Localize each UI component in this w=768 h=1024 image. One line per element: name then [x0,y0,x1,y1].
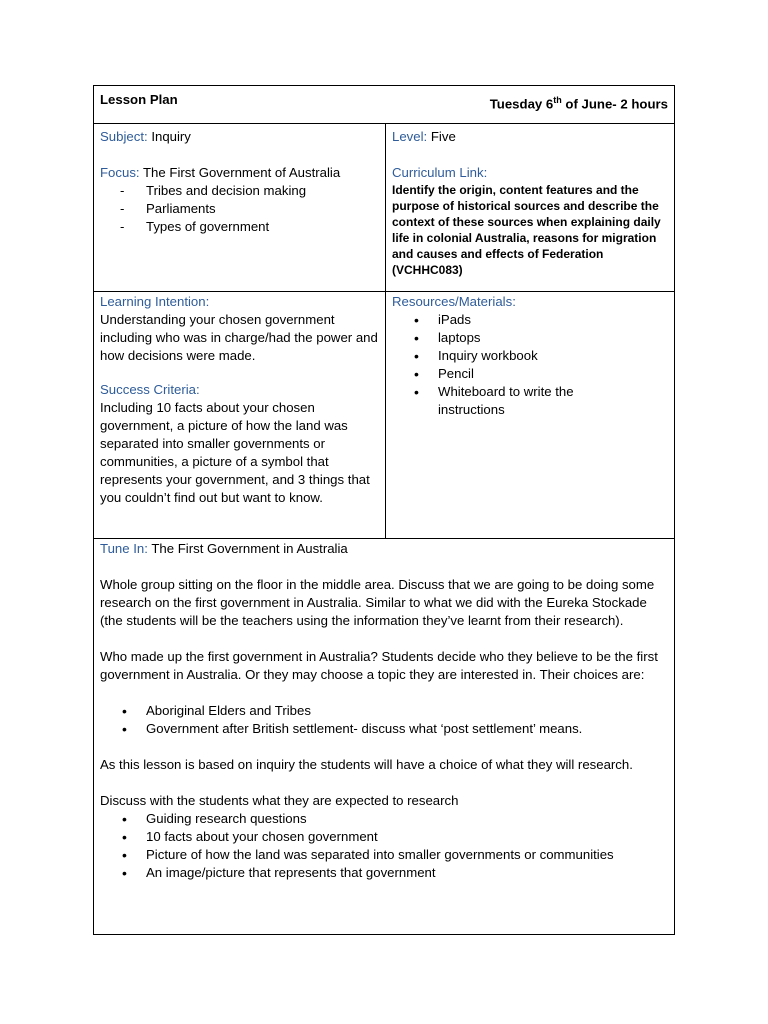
level-value: Five [427,129,456,144]
list-item: • iPads [392,311,668,329]
date-sup: th [553,95,562,105]
focus-value: The First Government of Australia [139,165,341,180]
title-text: Lesson Plan [100,92,178,107]
research-list [100,810,668,882]
focus-list [100,182,379,236]
resources-list [392,311,668,419]
choices-list [100,702,668,738]
list-item: • Inquiry workbook [392,347,668,365]
date-suffix: of June- 2 hours [561,96,668,112]
lesson-plan-table [93,85,675,935]
resources-label: Resources/Materials: [392,294,516,309]
learning-cell [94,292,385,538]
tune-in-para-2: Who made up the first government in Australia? Students decide who they believe to be the first government in Australia. Or they may choose a topic they are interested in. Their choices are: [100,649,658,682]
tune-in-label: Tune In: [100,541,148,556]
subject-value: Inquiry [147,129,191,144]
list-item: - Types of government [100,218,379,236]
level-label: Level: [392,129,428,144]
curriculum-label: Curriculum Link: [392,165,488,180]
learning-row [94,292,674,539]
list-item: • Whiteboard to write the instructions [392,383,668,419]
list-item: - Parliaments [100,200,379,218]
list-item: • Government after British settlement- discuss what ‘post settlement’ means. [100,720,668,738]
tune-in-para-4: Discuss with the students what they are expected to research [100,793,459,808]
learning-intention-text: Understanding your chosen government including who was in charge/had the power and how decisions were made. [100,312,378,363]
curriculum-text: Identify the origin, content features and the purpose of historical sources and describe the context of these sources when explaining daily life in colonial Australia, reasons for migration and causes and effects of Federation (VCHHC083) [392,183,661,277]
subject-label: Subject: [100,129,148,144]
tune-in-value: The First Government in Australia [147,541,348,556]
subject-cell [94,124,385,291]
list-item: • laptops [392,329,668,347]
list-item: • Guiding research questions [100,810,668,828]
list-item: • An image/picture that represents that government [100,864,668,882]
date-prefix: Tuesday 6 [489,96,554,112]
list-item: • Aboriginal Elders and Tribes [100,702,668,720]
learning-intention-label: Learning Intention: [100,294,210,309]
focus-label: Focus: [100,165,140,180]
tune-in-para-1: Whole group sitting on the floor in the middle area. Discuss that we are going to be doing some research on the first government in Australia. Similar to what we did with the Eureka Stockade (the students will be the teachers using the information they’ve learnt from their research). [100,577,655,628]
header-row [94,86,674,124]
resources-cell [386,292,674,538]
tune-in-para-3: As this lesson is based on inquiry the students will have a choice of what they will research. [100,757,633,772]
list-item: • Picture of how the land was separated into smaller governments or communities [100,846,668,864]
level-cell [386,124,674,291]
success-criteria-text: Including 10 facts about your chosen government, a picture of how the land was separated into smaller governments or communities, a picture of a symbol that represents your government, and 3 things that you couldn’t find out but want to know. [100,400,370,505]
list-item: • 10 facts about your chosen government [100,828,668,846]
lesson-plan-title [94,86,394,123]
lesson-date [374,86,674,123]
tune-in-row [94,539,674,934]
subject-row [94,124,674,292]
tune-in-cell [94,539,674,934]
list-item: - Tribes and decision making [100,182,379,200]
list-item: • Pencil [392,365,668,383]
success-criteria-label: Success Criteria: [100,382,200,397]
